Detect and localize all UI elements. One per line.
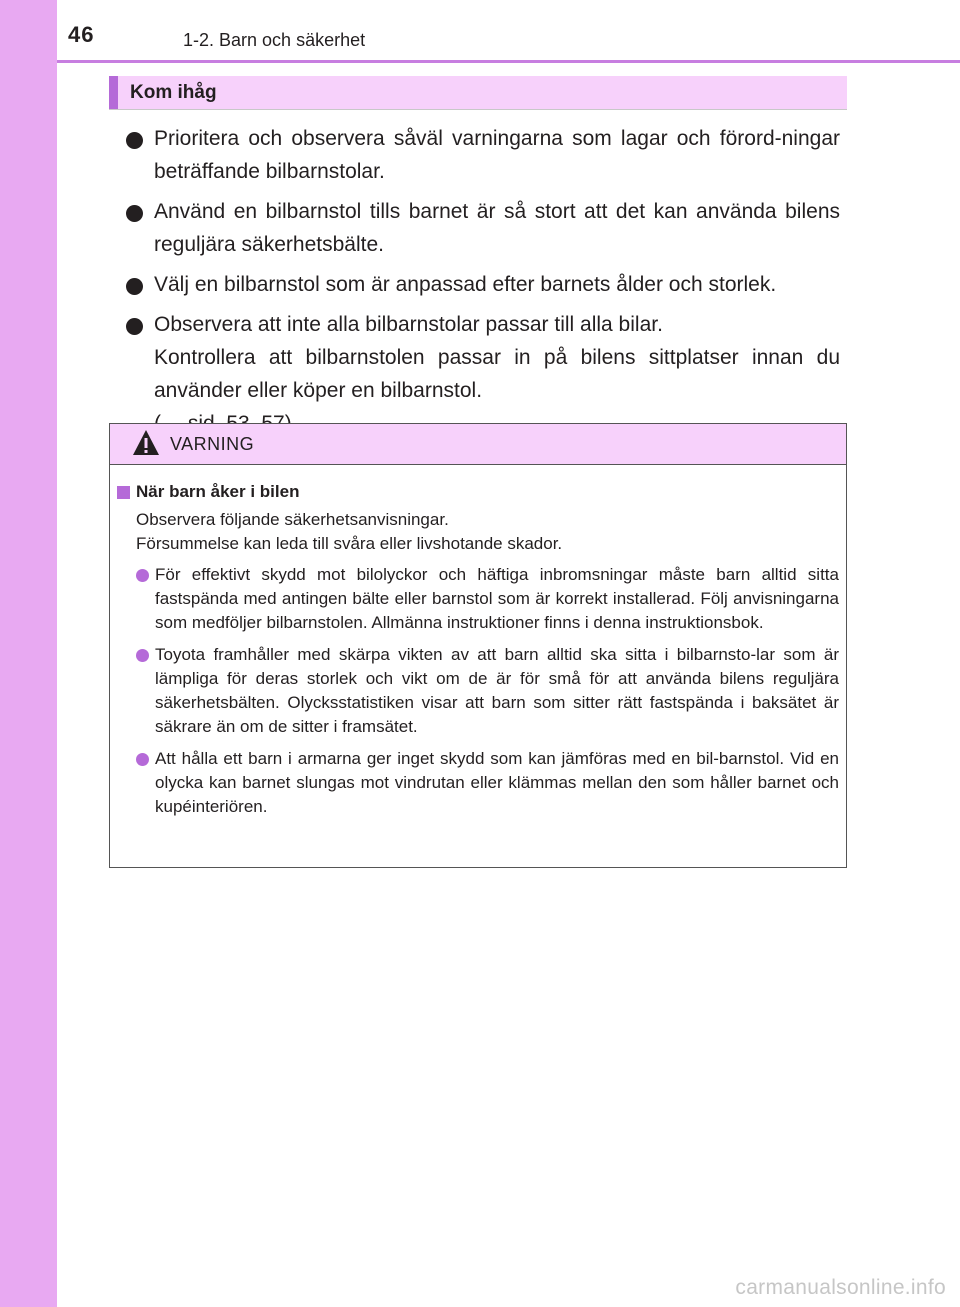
warning-subheading (117, 482, 839, 502)
warning-header (110, 424, 846, 465)
note-bullet-text: Observera att inte alla bilbarnstolar passar till alla bilar. (154, 313, 663, 336)
bullet-dot-icon (126, 318, 143, 335)
warning-box (109, 423, 847, 868)
watermark: carmanualsonline.info (735, 1276, 946, 1299)
note-box-header (109, 76, 847, 110)
warning-title: VARNING (170, 434, 255, 454)
square-bullet-icon (117, 486, 130, 499)
bullet-dot-icon (126, 278, 143, 295)
warning-bullet-item (136, 747, 839, 819)
warning-bullet-text: Toyota framhåller med skärpa vikten av att barn alltid ska sitta i bilbarnsto-lar som är lämpliga för deras storlek och vikt om de är för små för att använda bilens reguljära säkerhetsbälten. Olycksstatistiken visar att barn som sitter rätt fastspända i baksätet är säkrare än om de sitter i framsätet. (155, 645, 839, 736)
warning-intro-line: Försummelse kan leda till svåra eller livshotande skador. (136, 534, 563, 553)
warning-triangle-icon (131, 428, 161, 458)
note-bullet-item (126, 308, 840, 440)
warning-bullet-text: För effektivt skydd mot bilolyckor och häftiga inbromsningar måste barn alltid sitta fastspända med antingen bälte eller barnstol som är korrekt installerad. Följ anvisningarna som medföljer bilbarnstolen. Allmänna instruktioner finns i denna instruktionsbok. (155, 565, 839, 632)
bullet-dot-icon (136, 753, 149, 766)
note-bullet-item (126, 268, 840, 301)
note-title: Kom ihåg (130, 82, 217, 103)
bullet-dot-icon (126, 205, 143, 222)
warning-bullet-item (136, 563, 839, 635)
section-title: 1-2. Barn och säkerhet (183, 30, 366, 50)
note-bullet-extra-text: Kontrollera att bilbarnstolen passar in på bilens sittplatser innan du använder eller köper en bilbarnstol. (154, 346, 840, 402)
header-rule (57, 60, 960, 63)
warning-bullet-list (136, 563, 839, 819)
note-bullet-item (126, 122, 840, 188)
note-bullet-text: Prioritera och observera såväl varningarna som lagar och förord-ningar beträffande bilbarnstolar. (154, 127, 840, 183)
bullet-dot-icon (126, 132, 143, 149)
note-accent-bar (109, 76, 118, 109)
bullet-dot-icon (136, 569, 149, 582)
warning-bullet-text: Att hålla ett barn i armarna ger inget skydd som kan jämföras med en bil-barnstol. Vid en olycka kan barnet slungas mot vindrutan eller klämmas mellan den som håller barnet och kupéinteriören. (155, 749, 839, 816)
warning-body (117, 482, 839, 827)
page-number: 46 (68, 22, 95, 47)
bullet-dot-icon (136, 649, 149, 662)
warning-intro (136, 508, 839, 556)
note-bullet-list (126, 122, 840, 447)
warning-subheading-text: När barn åker i bilen (136, 482, 300, 501)
note-bullet-text: Välj en bilbarnstol som är anpassad efter barnets ålder och storlek. (154, 273, 777, 296)
warning-bullet-item (136, 643, 839, 739)
note-bullet-text: Använd en bilbarnstol tills barnet är så stort att det kan använda bilens reguljära säkerhetsbälte. (154, 200, 840, 256)
warning-intro-line: Observera följande säkerhetsanvisningar. (136, 510, 449, 529)
note-bullet-item (126, 195, 840, 261)
left-margin-band (0, 0, 57, 1307)
